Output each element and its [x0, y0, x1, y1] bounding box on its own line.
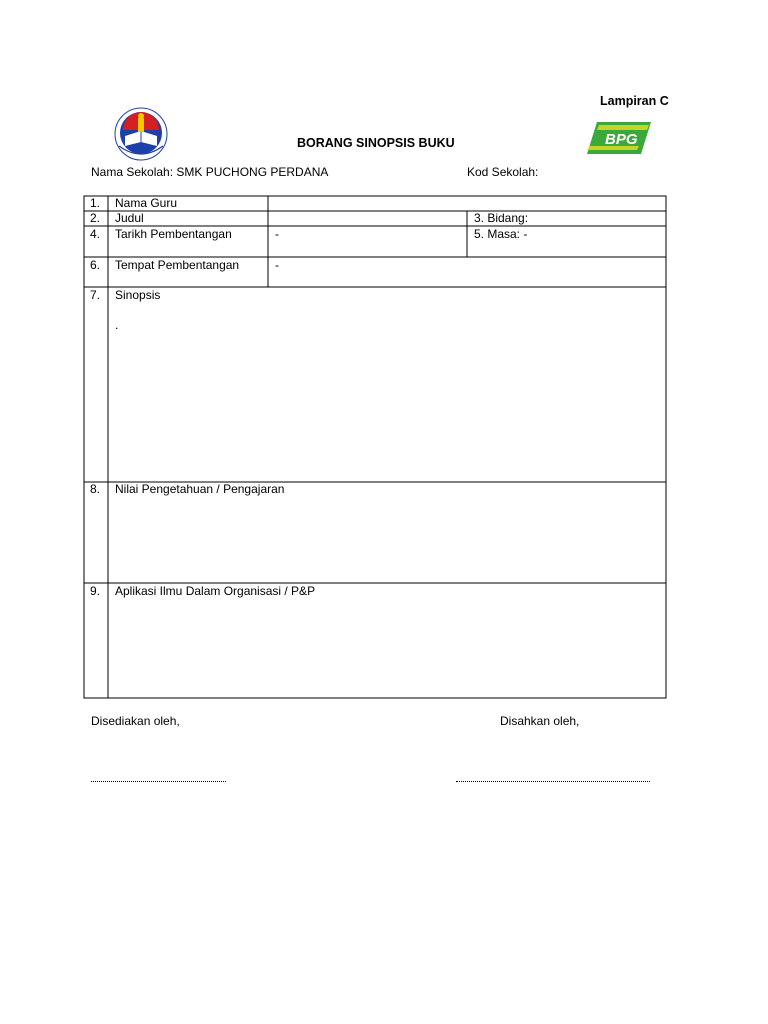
- approver-signature-line[interactable]: [456, 781, 650, 782]
- title-label: Judul: [115, 211, 144, 225]
- field-label: 3. Bidang:: [474, 211, 529, 225]
- appendix-label: Lampiran C: [600, 94, 669, 108]
- row-number: 1.: [90, 196, 101, 210]
- presentation-date-label: Tarikh Pembentangan: [115, 227, 232, 241]
- presentation-venue-label: Tempat Pembentangan: [115, 258, 240, 272]
- row-number: 8.: [90, 482, 101, 496]
- svg-text:BPG: BPG: [605, 131, 638, 148]
- approved-by-label: Disahkan oleh,: [500, 714, 580, 728]
- teacher-name-label: Nama Guru: [115, 196, 178, 210]
- row-number: 7.: [90, 288, 101, 302]
- row-number: 9.: [90, 584, 101, 598]
- presentation-venue-value[interactable]: -: [275, 258, 279, 272]
- synopsis-label: Sinopsis: [115, 288, 161, 302]
- knowledge-value-label: Nilai Pengetahuan / Pengajaran: [115, 482, 285, 496]
- school-code-label: Kod Sekolah:: [467, 165, 539, 179]
- synopsis-content[interactable]: .: [115, 318, 119, 332]
- bpg-logo: [585, 120, 653, 158]
- row-number: 2.: [90, 211, 101, 225]
- preparer-signature-line[interactable]: [91, 781, 226, 782]
- row-number: 6.: [90, 258, 101, 272]
- presentation-date-value[interactable]: -: [275, 227, 279, 241]
- row-number: 4.: [90, 227, 101, 241]
- prepared-by-label: Disediakan oleh,: [91, 714, 180, 728]
- knowledge-application-label: Aplikasi Ilmu Dalam Organisasi / P&P: [115, 584, 316, 598]
- time-label: 5. Masa: -: [474, 227, 528, 241]
- form-title: BORANG SINOPSIS BUKU: [297, 136, 455, 150]
- ministry-logo: [109, 106, 173, 164]
- school-name: Nama Sekolah: SMK PUCHONG PERDANA: [91, 165, 329, 179]
